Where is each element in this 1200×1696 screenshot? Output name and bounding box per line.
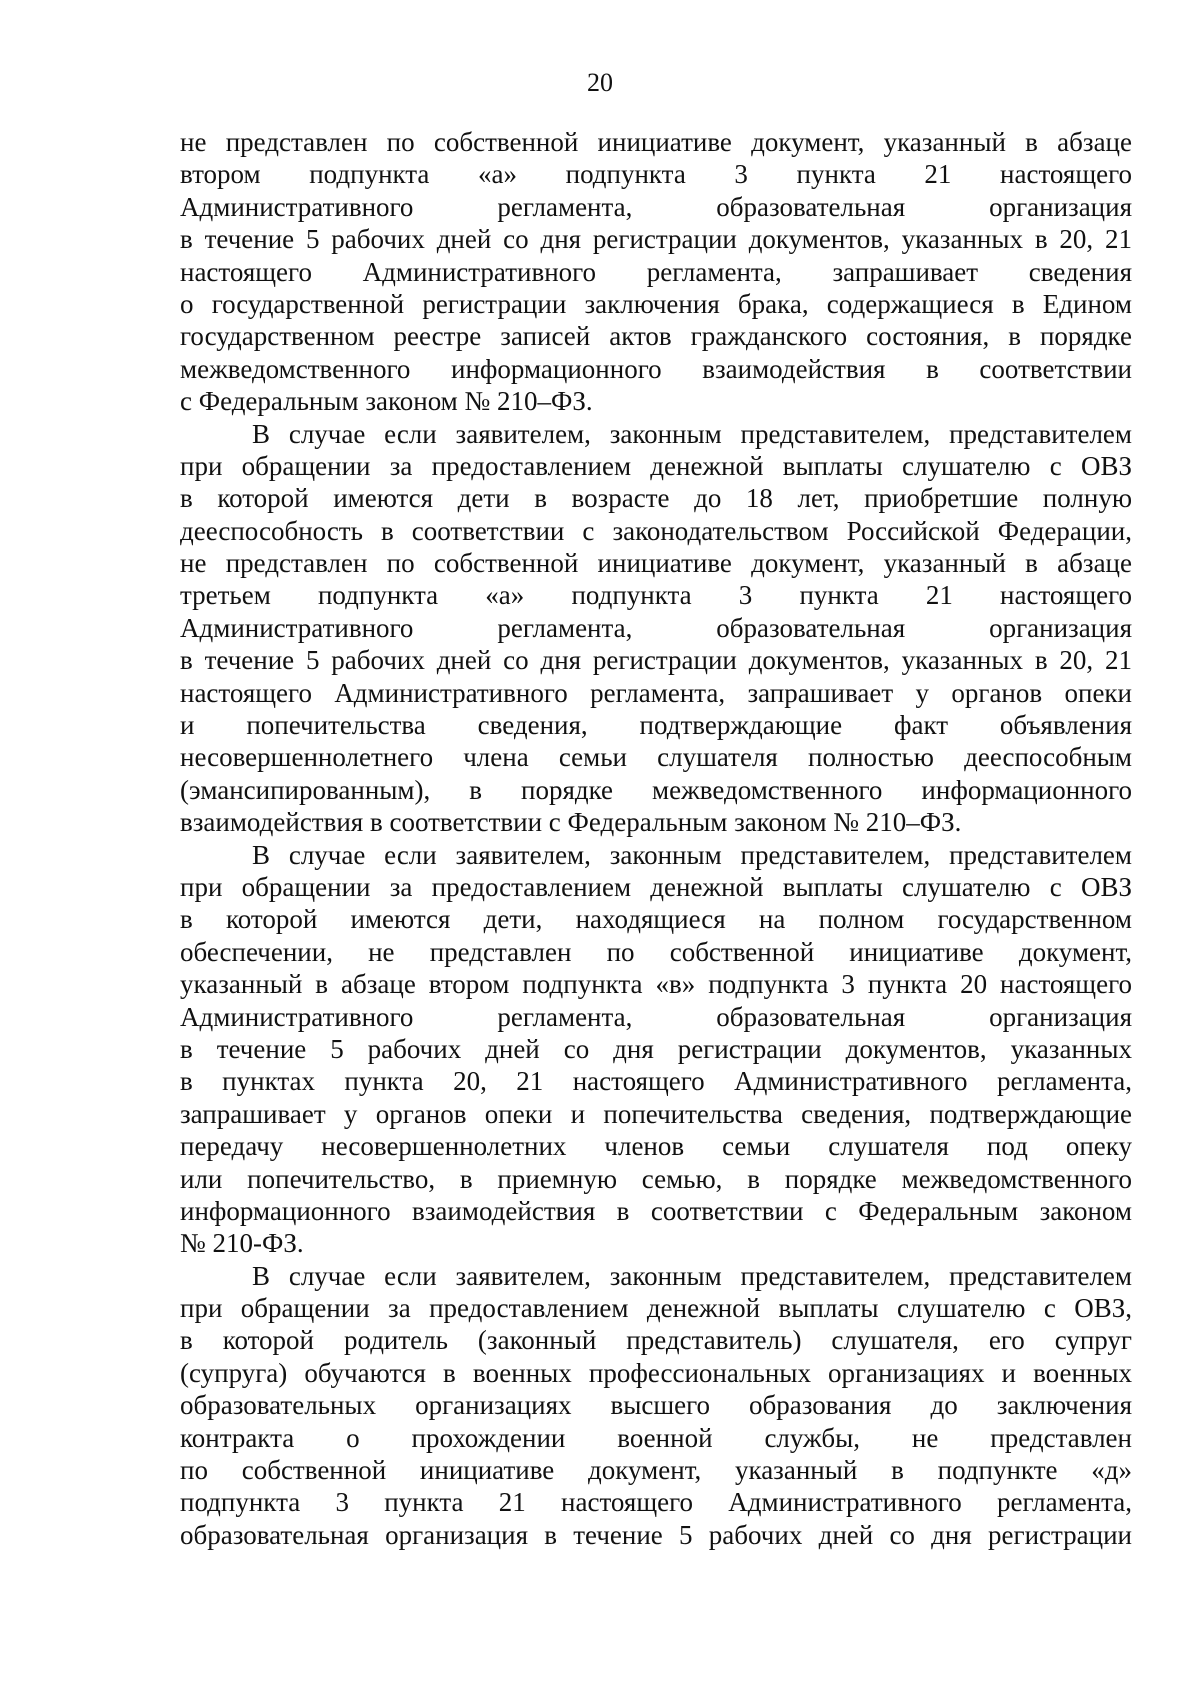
text-line: государственном реестре записей актов гражданского состояния, в порядке — [180, 321, 1132, 352]
text-line: образовательная организация в течение 5 рабочих дней со дня регистрации — [180, 1519, 1132, 1550]
text-line: несовершеннолетнего члена семьи слушателя полностью дееспособным — [180, 742, 1132, 773]
text-line: не представлен по собственной инициативе документ, указанный в абзаце — [180, 127, 1132, 157]
text-line: в которой родитель (законный представитель) слушателя, его супруг — [180, 1325, 1132, 1356]
text-line: и попечительства сведения, подтверждающие факт объявления — [180, 710, 1132, 741]
paragraph-first-line: В случае если заявителем, законным представителем, представителем — [252, 418, 1132, 449]
page-number: 20 — [587, 68, 613, 97]
text-line: в течение 5 рабочих дней со дня регистрации документов, указанных в 20, 21 — [180, 645, 1132, 676]
text-line: настоящего Административного регламента, запрашивает у органов опеки — [180, 677, 1132, 708]
text-line: о государственной регистрации заключения брака, содержащиеся в Едином — [180, 288, 1132, 319]
text-line: в которой имеются дети в возрасте до 18 лет, приобретшие полную — [180, 483, 1132, 514]
text-line: по собственной инициативе документ, указанный в подпункте «д» — [180, 1455, 1132, 1486]
text-line: контракта о прохождении военной службы, не представлен — [180, 1422, 1132, 1453]
text-line: втором подпункта «а» подпункта 3 пункта 21 настоящего — [180, 159, 1132, 190]
text-line: в течение 5 рабочих дней со дня регистрации документов, указанных — [180, 1033, 1132, 1064]
text-line: подпункта 3 пункта 21 настоящего Административного регламента, — [180, 1487, 1132, 1518]
text-line: дееспособность в соответствии с законодательством Российской Федерации, — [180, 515, 1132, 546]
text-line: или попечительство, в приемную семью, в порядке межведомственного — [180, 1163, 1132, 1194]
text-line: в которой имеются дети, находящиеся на полном государственном — [180, 904, 1132, 935]
text-line: Административного регламента, образовательная организация — [180, 191, 1132, 222]
text-line: при обращении за предоставлением денежной выплаты слушателю с ОВЗ — [180, 871, 1132, 902]
text-line: Административного регламента, образовательная организация — [180, 612, 1132, 643]
paragraph-first-line: В случае если заявителем, законным представителем, представителем — [252, 1260, 1132, 1291]
text-line: при обращении за предоставлением денежной выплаты слушателю с ОВЗ — [180, 450, 1132, 481]
text-line: передачу несовершеннолетних членов семьи слушателя под опеку — [180, 1131, 1132, 1162]
paragraph-end-line: взаимодействия в соответствии с Федеральным законом № 210–ФЗ. — [180, 807, 962, 838]
paragraph-end-line: с Федеральным законом № 210–ФЗ. — [180, 386, 593, 417]
text-line: при обращении за предоставлением денежной выплаты слушателю с ОВЗ, — [180, 1293, 1132, 1324]
text-line: (супруга) обучаются в военных профессиональных организациях и военных — [180, 1357, 1132, 1388]
text-line: настоящего Административного регламента, запрашивает сведения — [180, 256, 1132, 287]
text-line: (эмансипированным), в порядке межведомственного информационного — [180, 774, 1132, 805]
text-line: не представлен по собственной инициативе документ, указанный в абзаце — [180, 548, 1132, 579]
text-line: в пунктах пункта 20, 21 настоящего Административного регламента, — [180, 1066, 1132, 1097]
paragraph-first-line: В случае если заявителем, законным представителем, представителем — [252, 839, 1132, 870]
paragraph-end-line: № 210-ФЗ. — [180, 1228, 304, 1259]
text-line: в течение 5 рабочих дней со дня регистрации документов, указанных в 20, 21 — [180, 224, 1132, 255]
text-line: запрашивает у органов опеки и попечительства сведения, подтверждающие — [180, 1098, 1132, 1129]
text-line: указанный в абзаце втором подпункта «в» подпункта 3 пункта 20 настоящего — [180, 969, 1132, 1000]
document-body — [180, 126, 1132, 1551]
text-line: образовательных организациях высшего образования до заключения — [180, 1390, 1132, 1421]
text-line: обеспечении, не представлен по собственной инициативе документ, — [180, 936, 1132, 967]
text-line: третьем подпункта «а» подпункта 3 пункта 21 настоящего — [180, 580, 1132, 611]
text-line: информационного взаимодействия в соответствии с Федеральным законом — [180, 1195, 1132, 1226]
text-line: Административного регламента, образовательная организация — [180, 1001, 1132, 1032]
text-line: межведомственного информационного взаимодействия в соответствии — [180, 353, 1132, 384]
